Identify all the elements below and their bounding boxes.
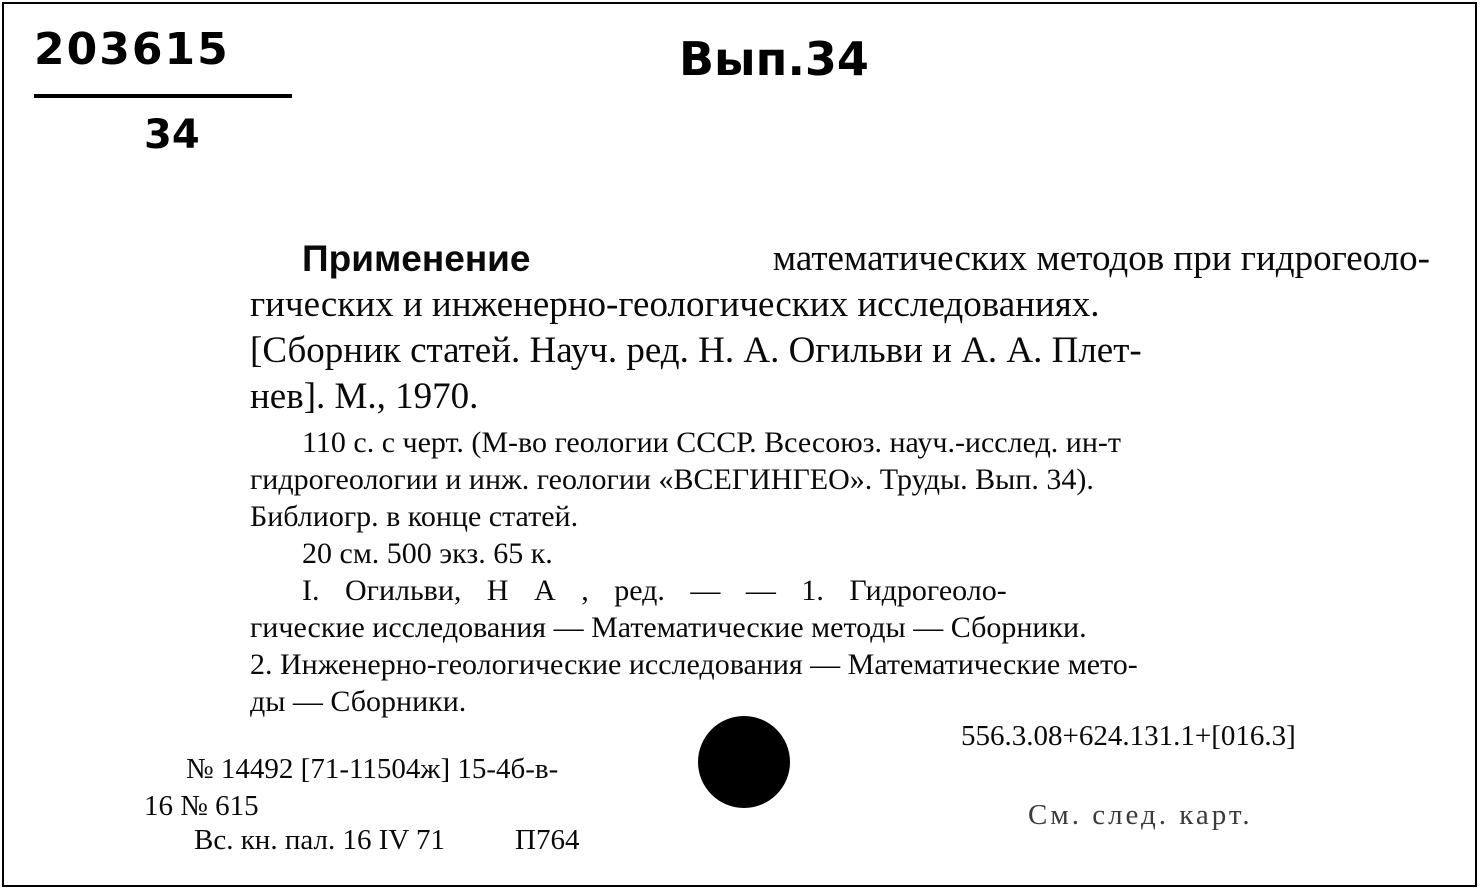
note-line [250, 498, 1430, 535]
note-text: 2. Инженерно-геологические исследования — Математические мето- [250, 648, 1138, 681]
record-line-1: № 14492 [71-11504ж] 15-4б-в- [186, 753, 559, 785]
note-text: 110 с. с черт. (М-во геологии СССР. Всесоюз. науч.-исслед. ин-т [302, 426, 1121, 459]
see-next-card: См. след. карт. [1028, 799, 1253, 831]
title-line-3 [250, 328, 1430, 374]
issue-mark: Вып.34 [679, 32, 869, 86]
title-line-1 [250, 236, 1430, 282]
title-line-2 [250, 282, 1430, 328]
title-line-4 [250, 374, 1430, 420]
inventory-number: 203615 [34, 24, 230, 75]
record-line-3 [194, 824, 579, 857]
record-line-2: 16 № 615 [144, 790, 259, 822]
note-line [250, 683, 1430, 720]
title-line-1-text: математических методов при гидрогеоло- [772, 238, 1430, 279]
ink-blot [698, 716, 790, 808]
volume-mark: 34 [144, 112, 200, 158]
book-chamber-entry: Вс. кн. пал. 16 IV 71 [194, 824, 446, 856]
title-line-4-text: нев]. М., 1970. [250, 376, 479, 417]
udc-index: 556.3.08+624.131.1+[016.3] [961, 720, 1296, 752]
title-line-2-text: гических и инженерно-геологических исследованиях. [250, 284, 1100, 325]
title-line-3-text: [Сборник статей. Науч. ред. Н. А. Огильви и А. А. Плет- [250, 330, 1142, 371]
inventory-underline [34, 94, 292, 98]
note-line [250, 609, 1430, 646]
title-block [250, 236, 1430, 420]
note-line [250, 461, 1430, 498]
note-line [250, 646, 1430, 683]
print-code: П764 [515, 824, 580, 856]
note-text: Библиогр. в конце статей. [250, 500, 579, 533]
note-line [250, 535, 1430, 572]
note-text: 20 см. 500 экз. 65 к. [302, 537, 553, 570]
note-text: ды — Сборники. [250, 685, 467, 718]
collation-notes [250, 424, 1430, 720]
note-line [250, 572, 1430, 609]
note-line [250, 424, 1430, 461]
note-text: гидрогеологии и инж. геологии «ВСЕГИНГЕО». Труды. Вып. 34). [250, 463, 1094, 496]
note-text: I. Огильви, Н А , ред. — — 1. Гидрогеоло- [302, 574, 1007, 607]
catalog-card [2, 2, 1477, 887]
note-text: гические исследования — Математические методы — Сборники. [250, 611, 1087, 644]
title-lead-word: Применение [302, 238, 531, 279]
